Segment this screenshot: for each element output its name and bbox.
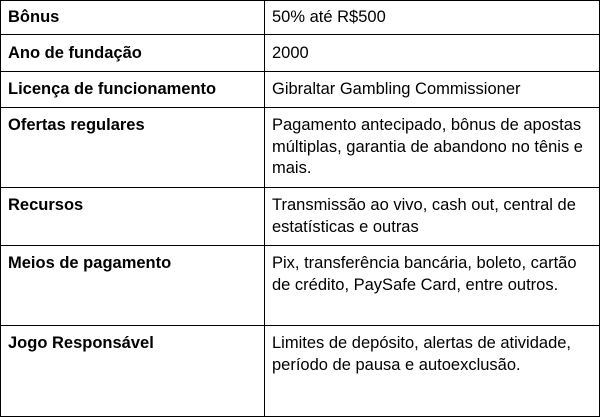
row-value-regular-offers: Pagamento antecipado, bônus de apostas múltiplas, garantia de abandono no tênis e mais.: [265, 108, 600, 188]
row-label-bonus: Bônus: [1, 1, 265, 35]
table-row: [1, 246, 600, 326]
table-row: [1, 72, 600, 108]
row-value-bonus: 50% até R$500: [265, 1, 600, 35]
row-value-license: Gibraltar Gambling Commissioner: [265, 72, 600, 108]
table-row: [1, 108, 600, 188]
row-value-features: Transmissão ao vivo, cash out, central de estatísticas e outras: [265, 188, 600, 246]
table-row: [1, 1, 600, 35]
row-label-responsible-gaming: Jogo Responsável: [1, 326, 265, 417]
row-label-payment-methods: Meios de pagamento: [1, 246, 265, 326]
table-row: [1, 326, 600, 417]
table-row: [1, 35, 600, 72]
row-label-regular-offers: Ofertas regulares: [1, 108, 265, 188]
row-value-payment-methods: Pix, transferência bancária, boleto, cartão de crédito, PaySafe Card, entre outros.: [265, 246, 600, 326]
row-value-responsible-gaming: Limites de depósito, alertas de atividade, período de pausa e autoexclusão.: [265, 326, 600, 417]
table-row: [1, 188, 600, 246]
row-label-features: Recursos: [1, 188, 265, 246]
row-label-license: Licença de funcionamento: [1, 72, 265, 108]
row-label-founding-year: Ano de fundação: [1, 35, 265, 72]
row-value-founding-year: 2000: [265, 35, 600, 72]
